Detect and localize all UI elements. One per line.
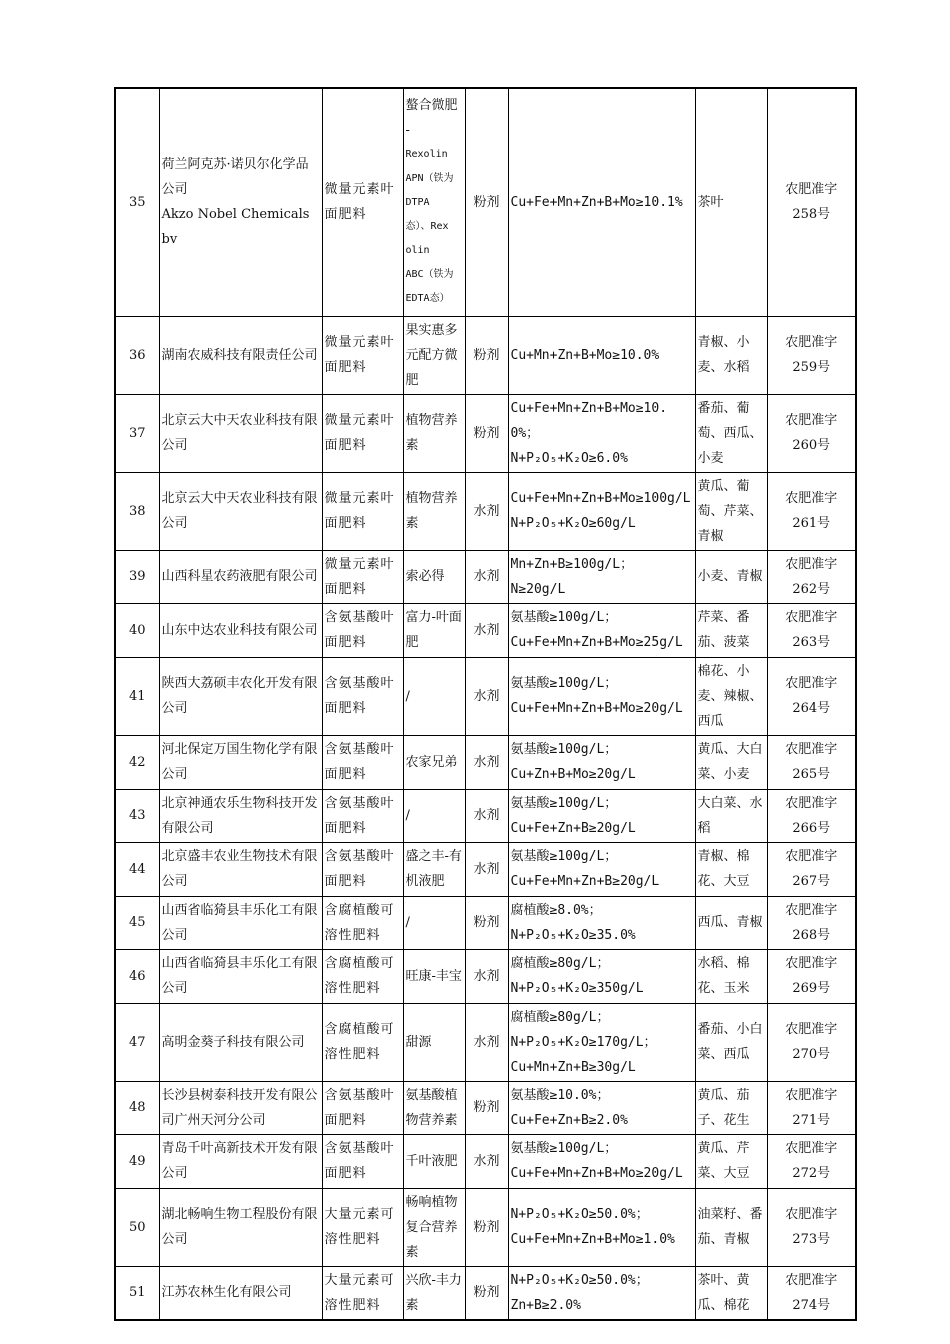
product-name bbox=[403, 1188, 465, 1266]
company-name bbox=[159, 1266, 322, 1320]
table-row bbox=[115, 735, 856, 789]
table-body bbox=[115, 88, 856, 1320]
technical-spec-line: Cu+Mn+Zn+B+Mo≥10.0% bbox=[510, 347, 660, 363]
company-name bbox=[159, 949, 322, 1003]
applicable-crops: 黄瓜、葡萄、芹菜、青椒 bbox=[695, 472, 767, 550]
technical-spec-line: N+P₂O₅+K₂O≥35.0% bbox=[510, 927, 636, 943]
technical-spec bbox=[508, 896, 695, 949]
row-number: 40 bbox=[115, 603, 159, 657]
table-row bbox=[115, 1081, 856, 1134]
table-row bbox=[115, 896, 856, 949]
technical-spec-line: 氨基酸≥100g/L； bbox=[510, 742, 618, 757]
technical-spec bbox=[508, 316, 695, 394]
registration-number-line: 269号 bbox=[792, 981, 831, 996]
table-row bbox=[115, 472, 856, 550]
technical-spec bbox=[508, 1003, 695, 1081]
company-name bbox=[159, 1081, 322, 1134]
product-form: 水剂 bbox=[465, 735, 508, 789]
product-name bbox=[403, 550, 465, 603]
row-number: 51 bbox=[115, 1266, 159, 1320]
registration-number-line: 267号 bbox=[792, 874, 831, 889]
registration-number-line: 农肥准字 bbox=[785, 1141, 838, 1156]
row-number: 44 bbox=[115, 842, 159, 896]
product-name bbox=[403, 789, 465, 842]
product-name-line: 甜源 bbox=[405, 1034, 432, 1050]
technical-spec bbox=[508, 1134, 695, 1188]
technical-spec-line: Cu+Fe+Mn+Zn+B+Mo≥10.1% bbox=[510, 194, 683, 210]
product-name bbox=[403, 842, 465, 896]
company-name-line: 湖北畅响生物工程股份有限公司 bbox=[161, 1207, 318, 1247]
registration-number-line: 农肥准字 bbox=[785, 902, 838, 918]
technical-spec bbox=[508, 735, 695, 789]
company-name bbox=[159, 394, 322, 472]
applicable-crops: 黄瓜、茄子、花生 bbox=[695, 1081, 767, 1134]
registration-number-line: 农肥准字 bbox=[785, 1022, 838, 1037]
table-row bbox=[115, 657, 856, 735]
product-category: 含氨基酸叶面肥料 bbox=[322, 1134, 403, 1188]
product-name-line: olin bbox=[405, 245, 430, 257]
product-name-line: 盛之丰-有机液肥 bbox=[405, 849, 462, 889]
table-row bbox=[115, 1188, 856, 1266]
technical-spec-line: 氨基酸≥10.0%； bbox=[510, 1087, 610, 1103]
technical-spec-line: N+P₂O₅+K₂O≥6.0% bbox=[510, 450, 628, 466]
company-name bbox=[159, 1134, 322, 1188]
registration-number-line: 农肥准字 bbox=[785, 413, 838, 428]
row-number: 45 bbox=[115, 896, 159, 949]
table-row bbox=[115, 1266, 856, 1320]
registration-number-line: 农肥准字 bbox=[785, 1087, 838, 1103]
technical-spec-line: N+P₂O₅+K₂O≥350g/L bbox=[510, 981, 644, 996]
product-name bbox=[403, 1003, 465, 1081]
company-name-line: 山东中达农业科技有限公司 bbox=[161, 622, 318, 638]
company-name bbox=[159, 1188, 322, 1266]
row-number: 46 bbox=[115, 949, 159, 1003]
technical-spec-line: N+P₂O₅+K₂O≥170g/L； bbox=[510, 1034, 657, 1050]
table-row bbox=[115, 394, 856, 472]
technical-spec-line: 腐植酸≥8.0%； bbox=[510, 902, 602, 918]
row-number: 43 bbox=[115, 789, 159, 842]
table-row bbox=[115, 789, 856, 842]
registration-number-line: 260号 bbox=[792, 438, 831, 453]
table-row bbox=[115, 316, 856, 394]
product-form: 粉剂 bbox=[465, 316, 508, 394]
product-name-line: 旺康-丰宝 bbox=[405, 968, 462, 984]
product-name bbox=[403, 316, 465, 394]
company-name-line: 山西省临猗县丰乐化工有限公司 bbox=[161, 956, 318, 996]
registration-number-line: 农肥准字 bbox=[785, 849, 838, 864]
company-name-line: Akzo Nobel Chemicals bv bbox=[161, 207, 310, 248]
registration-number-line: 258号 bbox=[792, 207, 831, 223]
registration-number bbox=[767, 316, 856, 394]
product-category: 含氨基酸叶面肥料 bbox=[322, 842, 403, 896]
product-form: 水剂 bbox=[465, 603, 508, 657]
registration-number-line: 农肥准字 bbox=[785, 1272, 838, 1288]
registration-number bbox=[767, 550, 856, 603]
applicable-crops: 茶叶 bbox=[695, 88, 767, 316]
registration-number-line: 农肥准字 bbox=[785, 795, 838, 811]
company-name bbox=[159, 789, 322, 842]
product-category: 含腐植酸可溶性肥料 bbox=[322, 949, 403, 1003]
registration-number-line: 274号 bbox=[792, 1297, 831, 1313]
registration-number-line: 270号 bbox=[792, 1047, 831, 1062]
company-name-line: 北京盛丰农业生物技术有限公司 bbox=[161, 849, 318, 889]
product-category: 微量元素叶面肥料 bbox=[322, 88, 403, 316]
technical-spec-line: N≥20g/L bbox=[510, 581, 566, 597]
product-name-line: / bbox=[405, 915, 410, 930]
technical-spec-line: Cu+Fe+Mn+Zn+B+Mo≥1.0% bbox=[510, 1232, 675, 1247]
product-name bbox=[403, 1081, 465, 1134]
product-name bbox=[403, 603, 465, 657]
row-number: 49 bbox=[115, 1134, 159, 1188]
applicable-crops: 油菜籽、番茄、青椒 bbox=[695, 1188, 767, 1266]
technical-spec-line: 氨基酸≥100g/L； bbox=[510, 1141, 618, 1156]
technical-spec-line: Cu+Fe+Mn+Zn+B+Mo≥100g/L bbox=[510, 491, 691, 506]
product-name-line: 果实惠多元配方微肥 bbox=[405, 322, 458, 388]
product-form: 水剂 bbox=[465, 842, 508, 896]
registration-number-line: 农肥准字 bbox=[785, 182, 838, 198]
row-number: 50 bbox=[115, 1188, 159, 1266]
technical-spec bbox=[508, 603, 695, 657]
technical-spec bbox=[508, 657, 695, 735]
registration-number-line: 农肥准字 bbox=[785, 610, 838, 625]
technical-spec-line: Cu+Fe+Zn+B≥20g/L bbox=[510, 820, 636, 836]
product-form: 水剂 bbox=[465, 657, 508, 735]
company-name bbox=[159, 1003, 322, 1081]
company-name bbox=[159, 603, 322, 657]
technical-spec bbox=[508, 789, 695, 842]
product-name-line: 千叶液肥 bbox=[405, 1153, 458, 1169]
row-number: 41 bbox=[115, 657, 159, 735]
registration-number bbox=[767, 603, 856, 657]
table-row bbox=[115, 603, 856, 657]
product-name bbox=[403, 735, 465, 789]
registration-number-line: 农肥准字 bbox=[785, 335, 838, 350]
row-number: 48 bbox=[115, 1081, 159, 1134]
technical-spec-line: Zn+B≥2.0% bbox=[510, 1297, 581, 1313]
product-form: 水剂 bbox=[465, 949, 508, 1003]
company-name-line: 北京云大中天农业科技有限公司 bbox=[161, 413, 318, 453]
product-category: 含氨基酸叶面肥料 bbox=[322, 1081, 403, 1134]
technical-spec-line: N+P₂O₅+K₂O≥50.0%； bbox=[510, 1207, 649, 1222]
company-name bbox=[159, 842, 322, 896]
technical-spec-line: Cu+Fe+Mn+Zn+B+Mo≥25g/L bbox=[510, 635, 683, 650]
product-category: 含氨基酸叶面肥料 bbox=[322, 603, 403, 657]
applicable-crops: 黄瓜、芹菜、大豆 bbox=[695, 1134, 767, 1188]
row-number: 37 bbox=[115, 394, 159, 472]
company-name-line: 高明金葵子科技有限公司 bbox=[161, 1034, 305, 1050]
company-name-line: 北京神通农乐生物科技开发有限公司 bbox=[161, 795, 318, 836]
company-name-line: 陕西大荔硕丰农化开发有限公司 bbox=[161, 676, 318, 716]
product-name bbox=[403, 88, 465, 316]
company-name bbox=[159, 316, 322, 394]
company-name-line: 山西科星农药液肥有限公司 bbox=[161, 569, 318, 584]
product-category: 大量元素可溶性肥料 bbox=[322, 1266, 403, 1320]
product-category: 含腐植酸可溶性肥料 bbox=[322, 1003, 403, 1081]
technical-spec-line: Cu+Fe+Mn+Zn+B+Mo≥10.0%； bbox=[510, 400, 668, 441]
registration-number-line: 农肥准字 bbox=[785, 1207, 838, 1222]
company-name-line: 北京云大中天农业科技有限公司 bbox=[161, 491, 318, 531]
technical-spec bbox=[508, 949, 695, 1003]
registration-number-line: 265号 bbox=[792, 767, 831, 782]
registration-number bbox=[767, 657, 856, 735]
row-number: 39 bbox=[115, 550, 159, 603]
applicable-crops: 茶叶、黄瓜、棉花 bbox=[695, 1266, 767, 1320]
technical-spec-line: 腐植酸≥80g/L； bbox=[510, 956, 610, 971]
product-name-line: 兴欣-丰力素 bbox=[405, 1272, 462, 1313]
product-name-line: ABC（铁为 bbox=[405, 269, 454, 281]
registration-number-line: 263号 bbox=[792, 635, 831, 650]
table-row bbox=[115, 1134, 856, 1188]
company-name-line: 山西省临猗县丰乐化工有限公司 bbox=[161, 902, 318, 943]
company-name bbox=[159, 472, 322, 550]
applicable-crops: 西瓜、青椒 bbox=[695, 896, 767, 949]
row-number: 36 bbox=[115, 316, 159, 394]
product-form: 水剂 bbox=[465, 1134, 508, 1188]
product-name bbox=[403, 1134, 465, 1188]
technical-spec bbox=[508, 1188, 695, 1266]
row-number: 35 bbox=[115, 88, 159, 316]
company-name-line: 江苏农林生化有限公司 bbox=[161, 1285, 292, 1301]
registration-number bbox=[767, 896, 856, 949]
technical-spec-line: 腐植酸≥80g/L； bbox=[510, 1009, 610, 1025]
registration-number-line: 273号 bbox=[792, 1232, 831, 1247]
technical-spec-line: N+P₂O₅+K₂O≥50.0%； bbox=[510, 1272, 649, 1288]
table-row bbox=[115, 1003, 856, 1081]
product-form: 水剂 bbox=[465, 789, 508, 842]
registration-number bbox=[767, 735, 856, 789]
registration-number-line: 264号 bbox=[792, 701, 831, 716]
table-row bbox=[115, 842, 856, 896]
product-name-line: 氨基酸植物营养素 bbox=[405, 1087, 458, 1128]
company-name-line: 荷兰阿克苏·诺贝尔化学品公司 bbox=[161, 157, 309, 198]
product-name-line: 螯合微肥 - bbox=[405, 98, 458, 139]
product-category: 微量元素叶面肥料 bbox=[322, 550, 403, 603]
product-form: 粉剂 bbox=[465, 1081, 508, 1134]
product-name-line: / bbox=[405, 808, 410, 823]
technical-spec bbox=[508, 1266, 695, 1320]
registration-number-line: 271号 bbox=[792, 1112, 831, 1128]
technical-spec-line: N+P₂O₅+K₂O≥60g/L bbox=[510, 516, 636, 531]
technical-spec-line: Mn+Zn+B≥100g/L； bbox=[510, 556, 634, 572]
applicable-crops: 小麦、青椒 bbox=[695, 550, 767, 603]
technical-spec-line: Cu+Zn+B+Mo≥20g/L bbox=[510, 767, 636, 782]
registration-number bbox=[767, 1266, 856, 1320]
product-form: 粉剂 bbox=[465, 896, 508, 949]
registration-number bbox=[767, 394, 856, 472]
registration-number bbox=[767, 1188, 856, 1266]
product-form: 水剂 bbox=[465, 550, 508, 603]
product-name-line: EDTA态） bbox=[405, 293, 450, 305]
row-number: 42 bbox=[115, 735, 159, 789]
product-form: 粉剂 bbox=[465, 1188, 508, 1266]
registration-number bbox=[767, 472, 856, 550]
company-name-line: 青岛千叶高新技术开发有限公司 bbox=[161, 1141, 318, 1181]
applicable-crops: 番茄、葡萄、西瓜、小麦 bbox=[695, 394, 767, 472]
company-name-line: 河北保定万国生物化学有限公司 bbox=[161, 742, 318, 782]
product-category: 含氨基酸叶面肥料 bbox=[322, 735, 403, 789]
registration-number-line: 农肥准字 bbox=[785, 742, 838, 757]
product-name-line: 索必得 bbox=[405, 569, 445, 584]
product-form: 粉剂 bbox=[465, 88, 508, 316]
registration-number bbox=[767, 1003, 856, 1081]
company-name bbox=[159, 657, 322, 735]
product-category: 微量元素叶面肥料 bbox=[322, 316, 403, 394]
technical-spec-line: Cu+Mn+Zn+B≥30g/L bbox=[510, 1059, 636, 1075]
product-form: 粉剂 bbox=[465, 1266, 508, 1320]
product-form: 水剂 bbox=[465, 1003, 508, 1081]
technical-spec bbox=[508, 550, 695, 603]
table-row bbox=[115, 550, 856, 603]
technical-spec bbox=[508, 88, 695, 316]
product-name-line: 富力-叶面肥 bbox=[405, 610, 462, 650]
registration-number bbox=[767, 842, 856, 896]
product-name-line: Rexolin bbox=[405, 149, 448, 161]
product-form: 水剂 bbox=[465, 472, 508, 550]
technical-spec-line: Cu+Fe+Mn+Zn+B+Mo≥20g/L bbox=[510, 1166, 683, 1181]
applicable-crops: 青椒、小麦、水稻 bbox=[695, 316, 767, 394]
table-row bbox=[115, 949, 856, 1003]
table-row bbox=[115, 88, 856, 316]
applicable-crops: 番茄、小白菜、西瓜 bbox=[695, 1003, 767, 1081]
registration-number-line: 261号 bbox=[792, 516, 831, 531]
technical-spec bbox=[508, 1081, 695, 1134]
product-name bbox=[403, 896, 465, 949]
applicable-crops: 黄瓜、大白菜、小麦 bbox=[695, 735, 767, 789]
company-name bbox=[159, 550, 322, 603]
fertilizer-registration-table bbox=[114, 87, 857, 1321]
technical-spec-line: Cu+Fe+Zn+B≥2.0% bbox=[510, 1112, 628, 1128]
company-name bbox=[159, 735, 322, 789]
product-category: 含氨基酸叶面肥料 bbox=[322, 789, 403, 842]
technical-spec-line: 氨基酸≥100g/L； bbox=[510, 676, 618, 691]
applicable-crops: 水稻、棉花、玉米 bbox=[695, 949, 767, 1003]
registration-number-line: 农肥准字 bbox=[785, 956, 838, 971]
company-name-line: 长沙县树泰科技开发有限公司广州天河分公司 bbox=[161, 1087, 318, 1128]
company-name bbox=[159, 896, 322, 949]
applicable-crops: 青椒、棉花、大豆 bbox=[695, 842, 767, 896]
product-name-line: 畅响植物复合营养素 bbox=[405, 1194, 458, 1260]
row-number: 47 bbox=[115, 1003, 159, 1081]
product-name-line: DTPA bbox=[405, 197, 430, 209]
product-name bbox=[403, 472, 465, 550]
applicable-crops: 棉花、小麦、辣椒、西瓜 bbox=[695, 657, 767, 735]
product-name bbox=[403, 949, 465, 1003]
product-category: 大量元素可溶性肥料 bbox=[322, 1188, 403, 1266]
registration-number-line: 259号 bbox=[792, 360, 831, 375]
technical-spec bbox=[508, 472, 695, 550]
registration-number bbox=[767, 789, 856, 842]
company-name-line: 湖南农威科技有限责任公司 bbox=[161, 347, 318, 363]
registration-number-line: 268号 bbox=[792, 927, 831, 943]
technical-spec-line: 氨基酸≥100g/L； bbox=[510, 610, 618, 625]
registration-number bbox=[767, 1081, 856, 1134]
registration-number bbox=[767, 949, 856, 1003]
product-category: 微量元素叶面肥料 bbox=[322, 394, 403, 472]
technical-spec-line: Cu+Fe+Mn+Zn+B+Mo≥20g/L bbox=[510, 701, 683, 716]
row-number: 38 bbox=[115, 472, 159, 550]
technical-spec-line: Cu+Fe+Mn+Zn+B≥20g/L bbox=[510, 874, 660, 889]
registration-number-line: 农肥准字 bbox=[785, 676, 838, 691]
technical-spec-line: 氨基酸≥100g/L； bbox=[510, 795, 618, 811]
product-name-line: APN（铁为 bbox=[405, 173, 454, 185]
product-category: 微量元素叶面肥料 bbox=[322, 472, 403, 550]
registration-number bbox=[767, 1134, 856, 1188]
product-name-line: 植物营养素 bbox=[405, 413, 458, 453]
product-name bbox=[403, 394, 465, 472]
registration-number-line: 266号 bbox=[792, 820, 831, 836]
applicable-crops: 芹菜、番茄、菠菜 bbox=[695, 603, 767, 657]
product-form: 粉剂 bbox=[465, 394, 508, 472]
technical-spec bbox=[508, 394, 695, 472]
product-name-line: / bbox=[405, 688, 410, 704]
registration-number bbox=[767, 88, 856, 316]
registration-number-line: 272号 bbox=[792, 1166, 831, 1181]
product-name-line: 植物营养素 bbox=[405, 491, 458, 531]
technical-spec bbox=[508, 842, 695, 896]
product-category: 含氨基酸叶面肥料 bbox=[322, 657, 403, 735]
company-name bbox=[159, 88, 322, 316]
technical-spec-line: 氨基酸≥100g/L； bbox=[510, 849, 618, 864]
registration-number-line: 农肥准字 bbox=[785, 491, 838, 506]
applicable-crops: 大白菜、水稻 bbox=[695, 789, 767, 842]
product-name bbox=[403, 1266, 465, 1320]
product-category: 含腐植酸可溶性肥料 bbox=[322, 896, 403, 949]
registration-number-line: 262号 bbox=[792, 581, 831, 597]
product-name-line: 态）、Rex bbox=[405, 221, 449, 233]
product-name-line: 农家兄弟 bbox=[405, 754, 458, 770]
registration-number-line: 农肥准字 bbox=[785, 556, 838, 572]
product-name bbox=[403, 657, 465, 735]
